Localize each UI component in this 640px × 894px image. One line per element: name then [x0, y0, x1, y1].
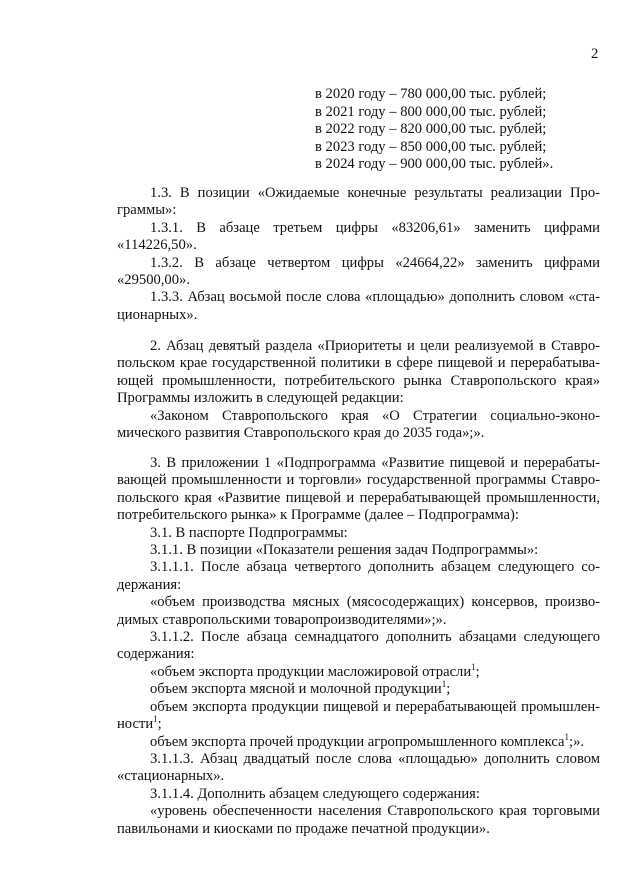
quote-line: объем экспорта продукции пищевой и перерабатывающей промышлен- [150, 698, 600, 715]
paragraph-line: 3.1.1.1. После абзаца четвертого дополнить абзацем следующего со- [150, 559, 600, 576]
punctuation: ; [446, 681, 451, 698]
page-number: 2 [591, 46, 599, 62]
paragraph-line: потребительского рынка» к Программе (далее – Подпрограмма): [117, 507, 519, 524]
quote-line: «Законом Ставропольского края «О Стратегии социально-эконо- [150, 407, 600, 424]
quote-line [117, 664, 600, 681]
quote-text: объем экспорта прочей продукции агропромышленного комплекса [150, 733, 565, 750]
paragraph-line: «29500,00». [117, 272, 190, 289]
quote-line: «уровень обеспеченности населения Ставропольского края торговыми [150, 803, 600, 820]
paragraph-line: 3. В приложении 1 «Подпрограмма «Развитие пищевой и перерабаты- [150, 455, 600, 471]
paragraph-line: польском крае государственной политики в сфере пищевой и перерабатыва- [117, 355, 600, 372]
punctuation: ; [157, 716, 162, 733]
section-2 [117, 338, 600, 442]
footnote-mark: 1 [441, 679, 447, 690]
quote-text: ности [117, 716, 154, 733]
punctuation: ; [475, 663, 480, 680]
paragraph-line: 1.3.2. В абзаце четвертом цифры «24664,22» заменить цифрами [150, 254, 600, 271]
paragraph-line: польского края «Развитие пищевой и перерабатывающей промышленности, [117, 489, 600, 506]
quote-line [117, 731, 600, 751]
paragraph-line: «114226,50». [117, 237, 197, 254]
paragraph-line: 3.1.1.4. Дополнить абзацем следующего содержания: [150, 785, 480, 802]
paragraph-line: 1.3. В позиции «Ожидаемые конечные результаты реализации Про- [150, 185, 600, 201]
amount-line-2020: в 2020 году – 780 000,00 тыс. рублей; [315, 86, 547, 102]
quote-text: объем экспорта мясной и молочной продукции [150, 681, 442, 698]
section-3 [117, 455, 600, 838]
quote-line: павильонами и киосками по продаже печатной продукции». [117, 820, 490, 837]
paragraph-line: Программы изложить в следующей редакции: [117, 390, 404, 407]
punctuation: ;». [569, 733, 585, 750]
amount-line-2024: в 2024 году – 900 000,00 тыс. рублей». [315, 156, 554, 173]
footnote-mark: 1 [153, 714, 158, 725]
quote-line [117, 681, 600, 698]
paragraph-line: 3.1.1.3. Абзац двадцатый после слова «площадью» дополнить словом [150, 750, 600, 767]
quote-line [117, 716, 600, 733]
paragraph-line: ющей промышленности, потребительского рынка Ставропольского края» [117, 372, 600, 389]
amount-line-2021: в 2021 году – 800 000,00 тыс. рублей; [315, 103, 547, 120]
paragraph-line: 1.3.1. В абзаце третьем цифры «83206,61» заменить цифрами [150, 219, 600, 236]
amount-line-2022: в 2022 году – 820 000,00 тыс. рублей; [315, 121, 547, 138]
paragraph-line: «стационарных». [117, 768, 225, 785]
paragraph-line: ционарных». [117, 306, 198, 323]
paragraph-line: 2. Абзац девятый раздела «Приоритеты и цели реализуемой в Ставро- [150, 338, 600, 354]
quote-line: мического развития Ставропольского края до 2035 года»;». [117, 425, 485, 442]
paragraph-line: содержания: [117, 646, 195, 663]
paragraph-line: 3.1. В паспорте Подпрограммы: [150, 524, 348, 541]
paragraph-line: 3.1.1.2. После абзаца семнадцатого дополнить абзацами следующего [150, 629, 600, 646]
paragraph-line: 1.3.3. Абзац восьмой после слова «площадью» дополнить словом «ста- [150, 289, 600, 306]
footnote-mark: 1 [471, 662, 476, 673]
paragraph-line: граммы»: [117, 202, 177, 219]
amount-line-2023: в 2023 году – 850 000,00 тыс. рублей; [315, 138, 547, 155]
quote-line: «объем производства мясных (мясосодержащих) консервов, произво- [150, 594, 600, 611]
funding-amounts-list [315, 86, 553, 174]
section-1-3 [117, 185, 600, 324]
quote-text: «объем экспорта продукции масложировой отрасли [150, 663, 472, 680]
paragraph-line: вающей промышленности и торговли» государственной программы Ставро- [117, 472, 600, 489]
paragraph-line: 3.1.1. В позиции «Показатели решения задач Подпрограммы»: [150, 542, 539, 559]
quote-line: димых ставропольскими товаропроизводителями»;». [117, 611, 447, 628]
footnote-mark: 1 [564, 731, 570, 742]
paragraph-line: держания: [117, 576, 182, 593]
